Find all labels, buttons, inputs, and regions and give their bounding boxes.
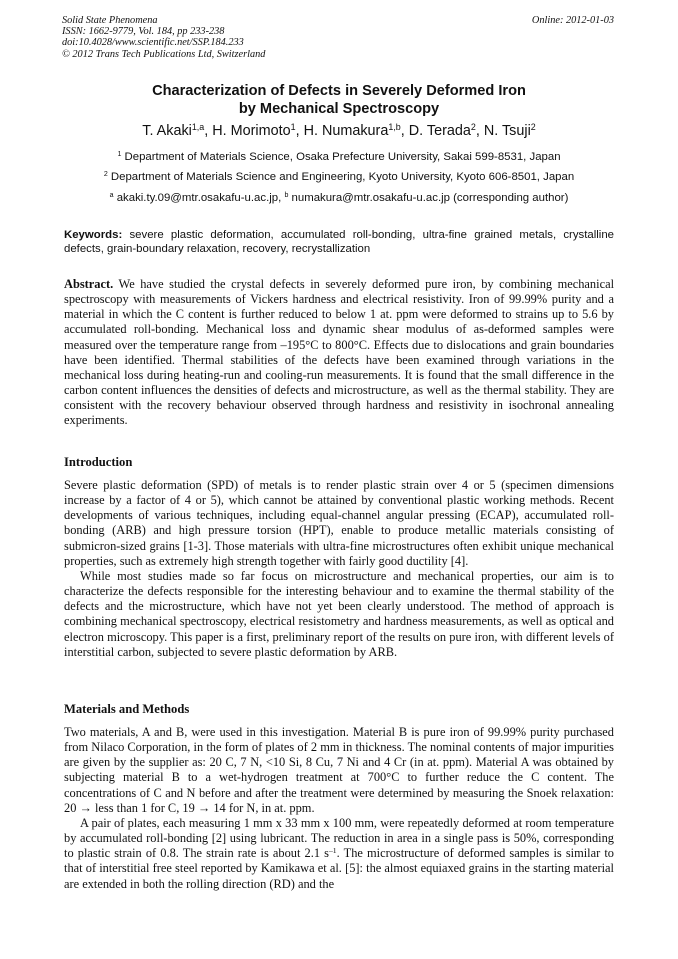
abstract-text: We have studied the crystal defects in severely deformed pure iron, by combining mechanical spectroscopy with measurements of Vickers hardness and electrical resistivity. Iron of 99.99% purity and a material in which the C content is further reduced to below 1 at. ppm were deformed to strains up to 5.6 by accumulated roll-bonding. Mechanical loss and dynamic shear modulus of as-deformed samples were measured over the temperature range from –195°C to 800°C. Effects due to dislocations and grain boundaries have been identified. Thermal stabilities of the defects have been examined through variations in the mechanical loss during heating-run and cooling-run measurements. It is found that the small difference in the carbon content influences the densities of defects and microstructure, as well as the thermal stability. They are consistent with the recovery behaviour observed through hardness and resistivity in isochronal annealing experiments.: [64, 277, 615, 428]
journal-name: Solid State Phenomena: [62, 15, 158, 26]
paper-title: [64, 82, 614, 118]
title-line-2: by Mechanical Spectroscopy: [238, 101, 440, 117]
keywords: [64, 228, 614, 257]
author: N. Tsuji$^2$: [483, 122, 536, 139]
abstract: [64, 277, 614, 429]
affiliation-2: $^2$ Department of Materials Science and Engineering, Kyoto University, Kyoto 606-8501, Japan: [103, 171, 575, 183]
author: T. Akaki$^{1,a}$,: [142, 122, 213, 139]
abstract-label: Abstract.: [64, 277, 114, 291]
copyright-line: © 2012 Trans Tech Publications Ltd, Switzerland: [62, 48, 266, 60]
methods-section: [64, 725, 614, 892]
author: H. Numakura$^{1,b}$,: [303, 122, 409, 139]
methods-heading: Materials and Methods: [64, 702, 190, 716]
email-b[interactable]: numakura@mtr.osakafu-u.ac.jp (corresponding author): [291, 192, 569, 204]
affiliation-1: $^1$ Department of Materials Science, Osaka Prefecture University, Sakai 599-8531, Japan: [117, 151, 561, 163]
paragraph: Two materials, A and B, were used in this investigation. Material B is pure iron of 99.99% purity purchased from Nilaco Corporation, in the form of plates of 2 mm in thickness. The nominal contents of major impurities are given by the supplier as: 20 C, 7 N, <10 Si, 8 Cu, 7 Ni and 4 Cr (in at. ppm). Material A was obtained by subjecting material B to a wet-hydrogen treatment at 700°C to further reduce the C content. The concentrations of C and N before and after the treatment were determined by measuring the Snoek relaxation: 20 → less than 1 for C, 19 → 14 for N, in at. ppm.: [64, 725, 614, 815]
paragraph: A pair of plates, each measuring 1 mm x 33 mm x 100 mm, were repeatedly deformed at room temperature by accumulated roll-bonding [2] using lubricant. The reduction in area in a single pass is 50%, corresponding to plastic strain of 0.8. The strain rate is about 2.1 $s^{-1}$. The microstructure of deformed samples is similar to that of interstitial free steel reported by Kamikawa et al. [5]: the almost equiaxed grains in the starting material are extended in both the rolling direction (RD) and the: [64, 815, 615, 891]
title-line-1: Characterization of Defects in Severely Deformed Iron: [152, 83, 526, 99]
journal-metadata: [62, 15, 265, 60]
doi-line: doi:10.4028/www.scientific.net/SSP.184.233: [62, 37, 244, 49]
issn-line: ISSN: 1662-9779, Vol. 184, pp 233-238: [62, 26, 225, 38]
paragraph: Severe plastic deformation (SPD) of metals is to render plastic strain over 4 or 5 (specimen dimensions increase by a factor of 4 or 5), which cannot be attained by conventional plastic working methods. Recent developments of various techniques, including equal-channel angular pressing (ECAP), accumulated roll-bonding (ARB) and high pressure torsion (HPT), enable to produce metallic materials consisting of submicron-sized grains [1-3]. Those materials with ultra-fine microstructures often exhibit unique mechanical properties, such as extremely high strength together with fairly good ductility [4].: [64, 478, 614, 568]
paragraph: While most studies made so far focus on microstructure and mechanical properties, our aim is to characterize the defects responsible for the interesting behaviour and to examine the thermal stability of the defects and the microstructure, which have not yet been clearly understood. The method of approach is combining mechanical spectroscopy, electrical resistometry and hardness measurements, as well as optical and electron microscopy. This paper is a first, preliminary report of the results on pure iron, with different levels of interstitial carbon, subjected to severe plastic deformation by ARB.: [64, 568, 614, 659]
email-line: $^a$ akaki.ty.09@mtr.osakafu-u.ac.jp, $^b$ numakura@mtr.osakafu-u.ac.jp (corresponding author): [109, 192, 569, 204]
author: H. Morimoto$^1$,: [212, 122, 304, 139]
online-date: Online: 2012-01-03: [531, 15, 614, 26]
author: D. Terada$^2$,: [408, 122, 484, 139]
keywords-label: Keywords:: [64, 229, 123, 241]
author-list: [64, 123, 614, 139]
introduction-section: [64, 478, 614, 660]
email-a[interactable]: akaki.ty.09@mtr.osakafu-u.ac.jp,: [116, 192, 282, 204]
keywords-text: severe plastic deformation, accumulated roll-bonding, ultra-fine grained metals, crystalline defects, grain-boundary relaxation, recovery, recrystallization: [64, 229, 614, 256]
introduction-heading: Introduction: [64, 455, 133, 469]
